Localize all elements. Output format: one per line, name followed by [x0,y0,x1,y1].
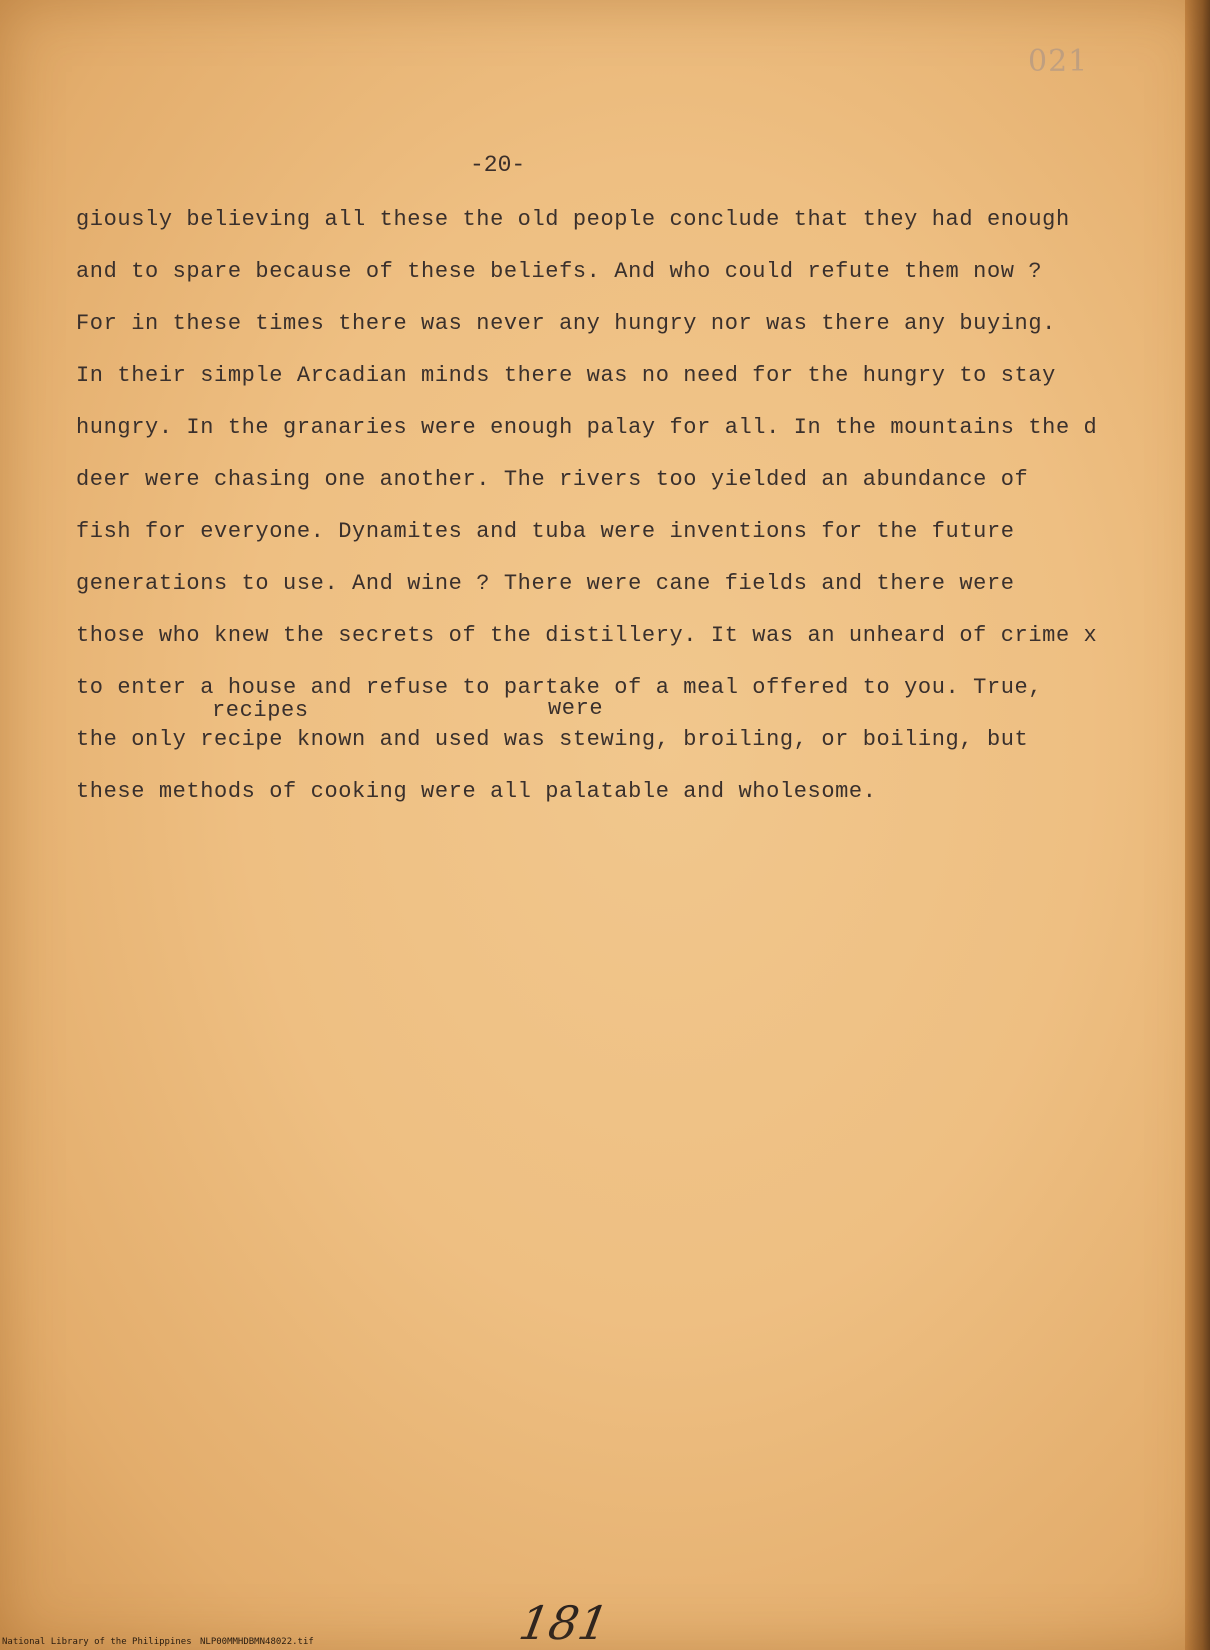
footer-library-name: National Library of the Philippines [2,1637,192,1647]
page-edge [1185,0,1210,1650]
page-number: -20- [470,152,526,178]
text-line: generations to use. And wine ? There were cane fields and there were [76,571,1015,596]
interlinear-correction-recipes: recipes [212,698,309,723]
archive-stamp-number: 021 [1028,44,1089,79]
text-line: In their simple Arcadian minds there was no need for the hungry to stay [76,363,1056,388]
text-line: these methods of cooking were all palatable and wholesome. [76,779,877,804]
footer-filename: NLP00MMHDBMN48022.tif [200,1637,314,1647]
text-line: to enter a house and refuse to partake of a meal offered to you. True, [76,675,1043,700]
text-line: deer were chasing one another. The rivers too yielded an abundance of [76,467,1029,492]
text-line: those who knew the secrets of the distillery. It was an unheard of crime x [76,623,1098,648]
text-line: fish for everyone. Dynamites and tuba were inventions for the future [76,519,1015,544]
typed-body-text [76,200,1176,824]
text-line: giously believing all these the old people conclude that they had enough [76,207,1070,232]
text-line: the only recipe known and used was stewing, broiling, or boiling, but [76,727,1029,752]
text-line: and to spare because of these beliefs. And who could refute them now ? [76,259,1043,284]
interlinear-correction-were: were [548,696,604,721]
text-line: hungry. In the granaries were enough palay for all. In the mountains the d [76,415,1098,440]
text-line: For in these times there was never any hungry nor was there any buying. [76,311,1056,336]
handwritten-page-number: 181 [515,1596,613,1650]
